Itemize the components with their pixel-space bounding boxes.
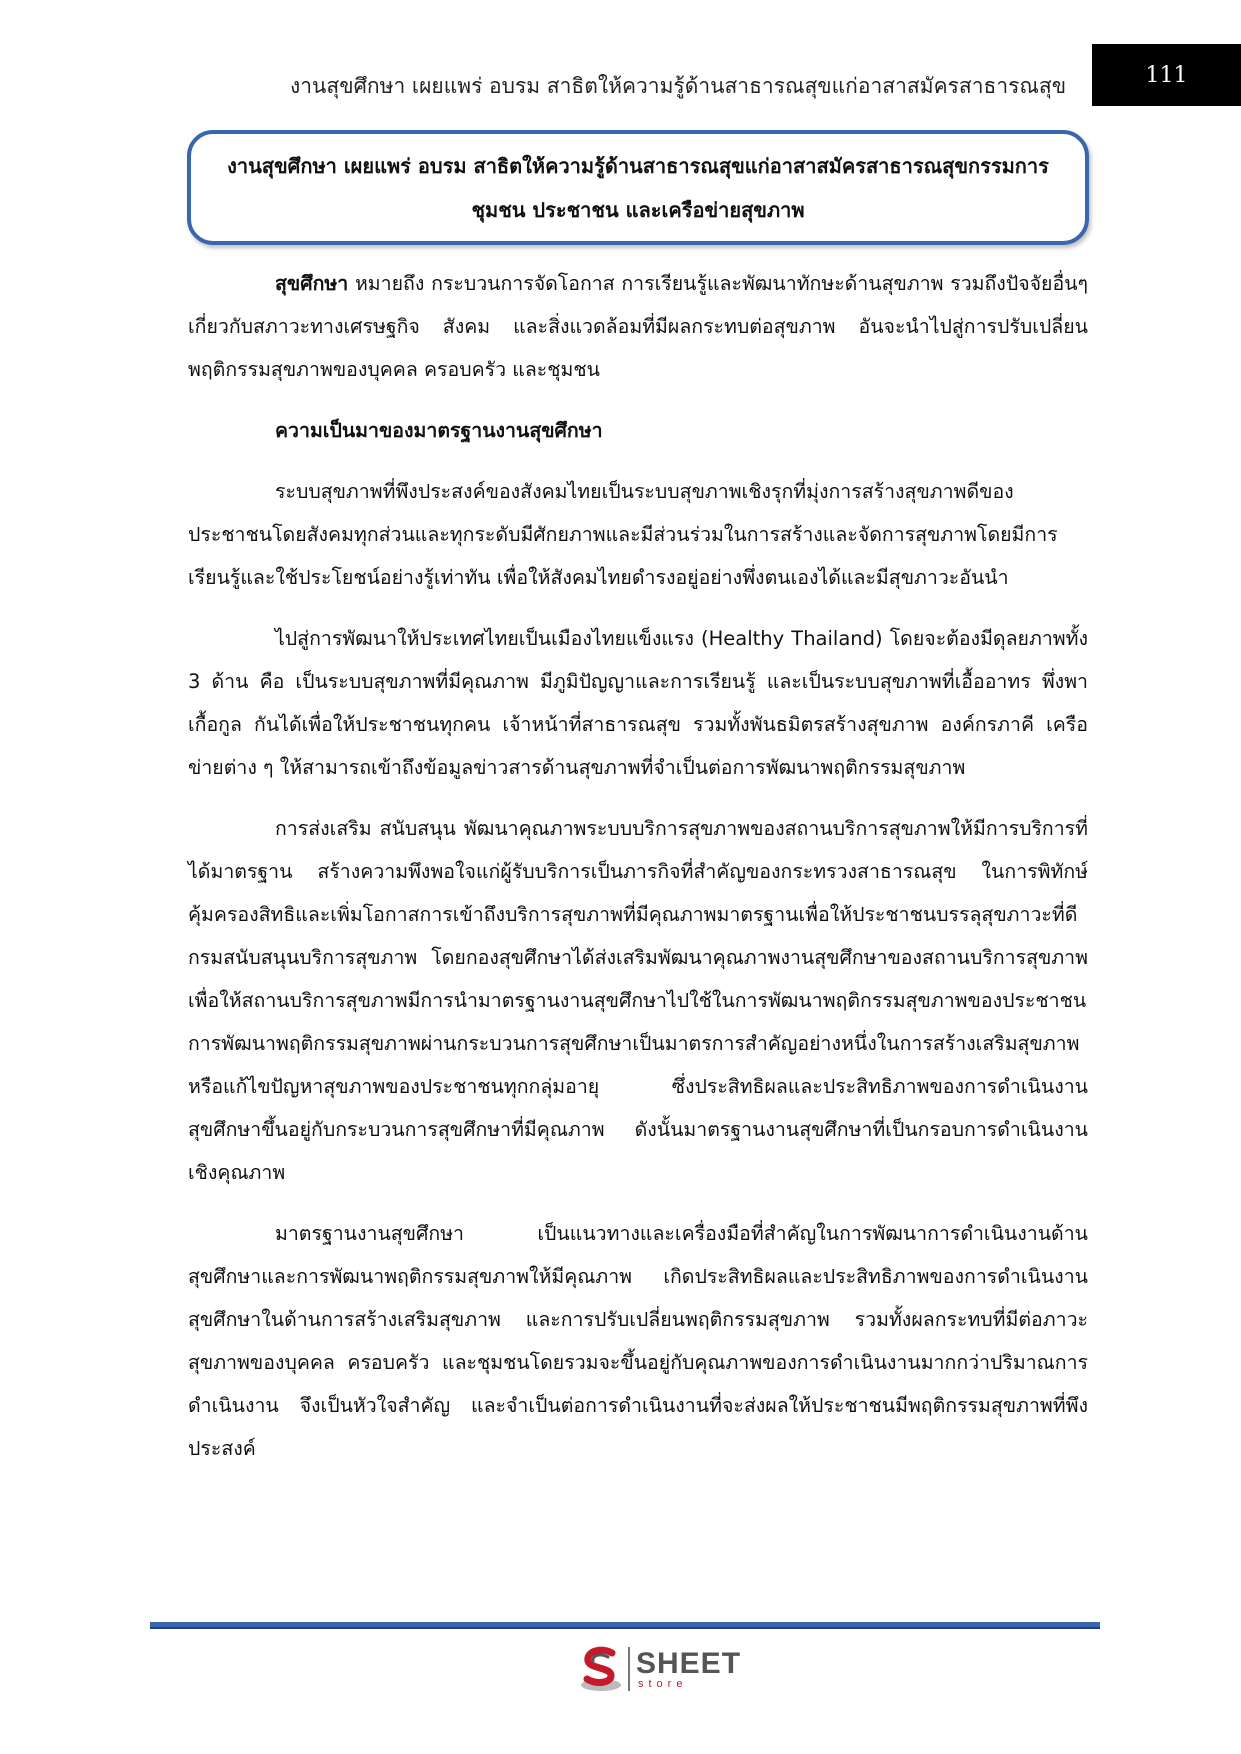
section-title-line-2: ชุมชน ประชาชน และเครือข่ายสุขภาพ: [471, 197, 805, 222]
paragraph-healthy-thailand: ไปสู่การพัฒนาให้ประเทศไทยเป็นเมืองไทยแข็งแรง (Healthy Thailand) โดยจะต้องมีดุลยภาพทั้ง 3 ด้าน คือ เป็นระบบสุขภาพที่มีคุณภาพ มีภูมิปัญญาและการเรียนรู้ และเป็นระบบสุขภาพที่เอื้ออาทร พึ่งพาเกื้อกูล กันได้เพื่อให้ประชาชนทุกคน เจ้าหน้าที่สาธารณสุข รวมทั้งพันธมิตรสร้างสุขภาพ องค์กรภาคี เครือข่ายต่าง ๆ ให้สามารถเข้าถึงข้อมูลข่าวสารด้านสุขภาพที่จำเป็นต่อการพัฒนาพฤติกรรมสุขภาพ: [188, 627, 1088, 779]
logo-text: [636, 1646, 742, 1690]
sheet-store-s-logo-icon: [578, 1645, 624, 1693]
paragraph-service-quality: การส่งเสริม สนับสนุน พัฒนาคุณภาพระบบบริการสุขภาพของสถานบริการสุขภาพให้มีการบริการที่ได้มาตรฐาน สร้างความพึงพอใจแก่ผู้รับบริการเป็นภารกิจที่สำคัญของกระทรวงสาธารณสุข ในการพิทักษ์ คุ้มครองสิทธิและเพิ่มโอกาสการเข้าถึงบริการสุขภาพที่มีคุณภาพมาตรฐานเพื่อให้ประชาชนบรรลุสุขภาวะที่ดี กรมสนับสนุนบริการสุขภาพ โดยกองสุขศึกษาได้ส่งเสริมพัฒนาคุณภาพงานสุขศึกษาของสถานบริการสุขภาพ เพื่อให้สถานบริการสุขภาพมีการนำมาตรฐานงานสุขศึกษาไปใช้ในการพัฒนาพฤติกรรมสุขภาพของประชาชน การพัฒนาพฤติกรรมสุขภาพผ่านกระบวนการสุขศึกษาเป็นมาตรการสำคัญอย่างหนึ่งในการสร้างเสริมสุขภาพหรือแก้ไขปัญหาสุขภาพของประชาชนทุกกลุ่มอายุ ซึ่งประสิทธิผลและประสิทธิภาพของการดำเนินงานสุขศึกษาขึ้นอยู่กับกระบวนการสุขศึกษาที่มีคุณภาพ ดังนั้นมาตรฐานงานสุขศึกษาที่เป็นกรอบการดำเนินงานเชิงคุณภาพ: [188, 817, 1088, 1184]
definition-term: สุขศึกษา: [275, 272, 349, 295]
page-number-box: [1092, 44, 1241, 106]
subheading-history: ความเป็นมาของมาตรฐานงานสุขศึกษา: [275, 419, 603, 442]
sheet-store-logo: [578, 1645, 741, 1693]
logo-separator: [628, 1647, 630, 1691]
paragraph-standards: มาตรฐานงานสุขศึกษา เป็นแนวทางและเครื่องมือที่สำคัญในการพัฒนาการดำเนินงานด้านสุขศึกษาและการพัฒนาพฤติกรรมสุขภาพให้มีคุณภาพ เกิดประสิทธิผลและประสิทธิภาพของการดำเนินงานสุขศึกษาในด้านการสร้างเสริมสุขภาพ และการปรับเปลี่ยนพฤติกรรมสุขภาพ รวมทั้งผลกระทบที่มีต่อภาวะสุขภาพของบุคคล ครอบครัว และชุมชนโดยรวมจะขึ้นอยู่กับคุณภาพของการดำเนินงานมากกว่าปริมาณการดำเนินงาน จึงเป็นหัวใจสำคัญ และจำเป็นต่อการดำเนินงานที่จะส่งผลให้ประชาชนมีพฤติกรรมสุขภาพที่พึงประสงค์: [188, 1222, 1088, 1460]
section-title-line-1: งานสุขศึกษา เผยแพร่ อบรม สาธิตให้ความรู้ด้านสาธารณสุขแก่อาสาสมัครสาธารณสุขกรรมการ: [227, 153, 1049, 178]
footer-divider: [150, 1622, 1100, 1629]
running-header-title: งานสุขศึกษา เผยแพร่ อบรม สาธิตให้ความรู้ด้านสาธารณสุขแก่อาสาสมัครสาธารณสุข: [290, 74, 1067, 98]
body-content: [188, 262, 1088, 1488]
page-number: 111: [1145, 62, 1188, 88]
logo-sub-text: store: [638, 1677, 688, 1690]
paragraph-health-system: ระบบสุขภาพที่พึงประสงค์ของสังคมไทยเป็นระบบสุขภาพเชิงรุกที่มุ่งการสร้างสุขภาพดีของประชาชนโดยสังคมทุกส่วนและทุกระดับมีศักยภาพและมีส่วนร่วมในการสร้างและจัดการสุขภาพโดยมีการเรียนรู้และใช้ประโยชน์อย่างรู้เท่าทัน เพื่อให้สังคมไทยดำรงอยู่อย่างพึ่งตนเองได้และมีสุขภาวะอันนำ: [188, 480, 1058, 589]
definition-text: หมายถึง กระบวนการจัดโอกาส การเรียนรู้และพัฒนาทักษะด้านสุขภาพ รวมถึงปัจจัยอื่นๆ เกี่ยวกับสภาวะทางเศรษฐกิจ สังคม และสิ่งแวดล้อมที่มีผลกระทบต่อสุขภาพ อันจะนำไปสู่การปรับเปลี่ยนพฤติกรรมสุขภาพของบุคคล ครอบครัว และชุมชน: [188, 272, 1088, 381]
section-title-box: [187, 130, 1089, 245]
paragraph-definition: [188, 262, 1088, 391]
logo-main-text: SHEET: [636, 1646, 742, 1680]
